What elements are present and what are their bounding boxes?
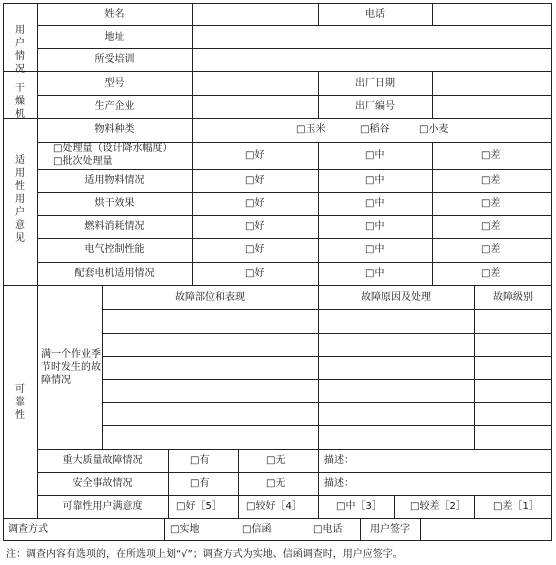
fault-location-header: 故障部位和表现 <box>175 292 245 303</box>
fault-cause-header: 故障原因及处理 <box>361 292 431 303</box>
material-option-wheat[interactable]: □ 小麦 <box>419 124 448 136</box>
batch-capacity-option[interactable]: □ 批次处理量 <box>53 156 112 168</box>
safety-yes-checkbox[interactable]: □ 有 <box>190 478 209 490</box>
grade-good-checkbox[interactable]: □ 好 <box>245 244 264 256</box>
grade-poor-checkbox[interactable]: □ 差 <box>481 221 500 233</box>
fault-description-label: 满一个作业季节时发生的故障情况 <box>41 349 101 386</box>
safety-describe-label: 描述： <box>324 478 354 489</box>
serial-label: 出厂编号 <box>355 101 395 112</box>
name-label: 姓名 <box>104 9 125 20</box>
user-signature-label: 用户签字 <box>370 524 410 535</box>
major-fault-no-checkbox[interactable]: □ 无 <box>266 455 285 467</box>
grade-good-checkbox[interactable]: □ 好 <box>245 150 264 162</box>
section-opinion: 适用性用户意见 <box>15 155 25 244</box>
opinion-row-label: 适用物料情况 <box>84 175 145 186</box>
section-dryer: 干燥机 <box>15 83 25 120</box>
footnote: 注：调查内容有选项的，在所选项上划“√”；调查方式为实地、信函调查时，用户应签字。 <box>6 549 403 560</box>
opinion-row-label: 配套电机适用情况 <box>74 268 155 279</box>
grade-medium-checkbox[interactable]: □ 中 <box>365 175 384 187</box>
grade-good-checkbox[interactable]: □ 好 <box>245 175 264 187</box>
grade-good-checkbox[interactable]: □ 好 <box>245 268 264 280</box>
satisfaction-option[interactable]: □ 好［5］ <box>176 501 222 513</box>
grade-medium-checkbox[interactable]: □ 中 <box>365 268 384 280</box>
fault-level-header: 故障级别 <box>493 292 533 303</box>
major-fault-yes-checkbox[interactable]: □ 有 <box>190 455 209 467</box>
grade-good-checkbox[interactable]: □ 好 <box>245 221 264 233</box>
safety-no-checkbox[interactable]: □ 无 <box>266 478 285 490</box>
model-label: 型号 <box>104 78 125 89</box>
grade-poor-checkbox[interactable]: □ 差 <box>481 268 500 280</box>
survey-onsite-checkbox[interactable]: □ 实地 <box>170 524 199 536</box>
satisfaction-label: 可靠性用户满意度 <box>62 501 143 512</box>
grade-medium-checkbox[interactable]: □ 中 <box>365 150 384 162</box>
phone-label: 电话 <box>365 9 385 20</box>
survey-letter-checkbox[interactable]: □ 信函 <box>242 524 271 536</box>
opinion-row-label: 烘干效果 <box>94 198 135 209</box>
opinion-row-label: 燃料消耗情况 <box>84 221 145 232</box>
section-reliability: 可靠性 <box>15 384 25 421</box>
grade-poor-checkbox[interactable]: □ 差 <box>481 198 500 210</box>
grade-good-checkbox[interactable]: □ 好 <box>245 198 264 210</box>
satisfaction-option[interactable]: □ 较差［2］ <box>410 501 466 513</box>
section-user-info: 用户情况 <box>15 25 25 75</box>
address-label: 地址 <box>104 32 125 43</box>
training-label: 所受培训 <box>94 54 135 65</box>
material-option-rice[interactable]: □ 稻谷 <box>360 124 389 136</box>
grade-poor-checkbox[interactable]: □ 差 <box>481 175 500 187</box>
major-fault-label: 重大质量故障情况 <box>62 455 143 466</box>
grade-poor-checkbox[interactable]: □ 差 <box>481 244 500 256</box>
safety-accident-label: 安全事故情况 <box>72 478 133 489</box>
satisfaction-option[interactable]: □ 较好［4］ <box>246 501 302 513</box>
grade-poor-checkbox[interactable]: □ 差 <box>481 150 500 162</box>
material-option-corn[interactable]: □ 玉米 <box>296 124 325 136</box>
satisfaction-option[interactable]: □ 中［3］ <box>336 501 382 513</box>
satisfaction-option[interactable]: □ 差［1］ <box>493 501 539 513</box>
survey-method-label: 调查方式 <box>8 524 48 535</box>
grade-medium-checkbox[interactable]: □ 中 <box>365 244 384 256</box>
maker-label: 生产企业 <box>94 101 135 112</box>
date-label: 出厂日期 <box>355 78 395 89</box>
survey-phone-checkbox[interactable]: □ 电话 <box>313 524 342 536</box>
capacity-option[interactable]: □ 处理量（设计降水幅度） <box>53 143 172 155</box>
grade-medium-checkbox[interactable]: □ 中 <box>365 198 384 210</box>
major-fault-describe-label: 描述： <box>324 455 354 466</box>
opinion-row-label: 电气控制性能 <box>84 244 145 255</box>
material-label: 物料种类 <box>94 124 135 135</box>
grade-medium-checkbox[interactable]: □ 中 <box>365 221 384 233</box>
